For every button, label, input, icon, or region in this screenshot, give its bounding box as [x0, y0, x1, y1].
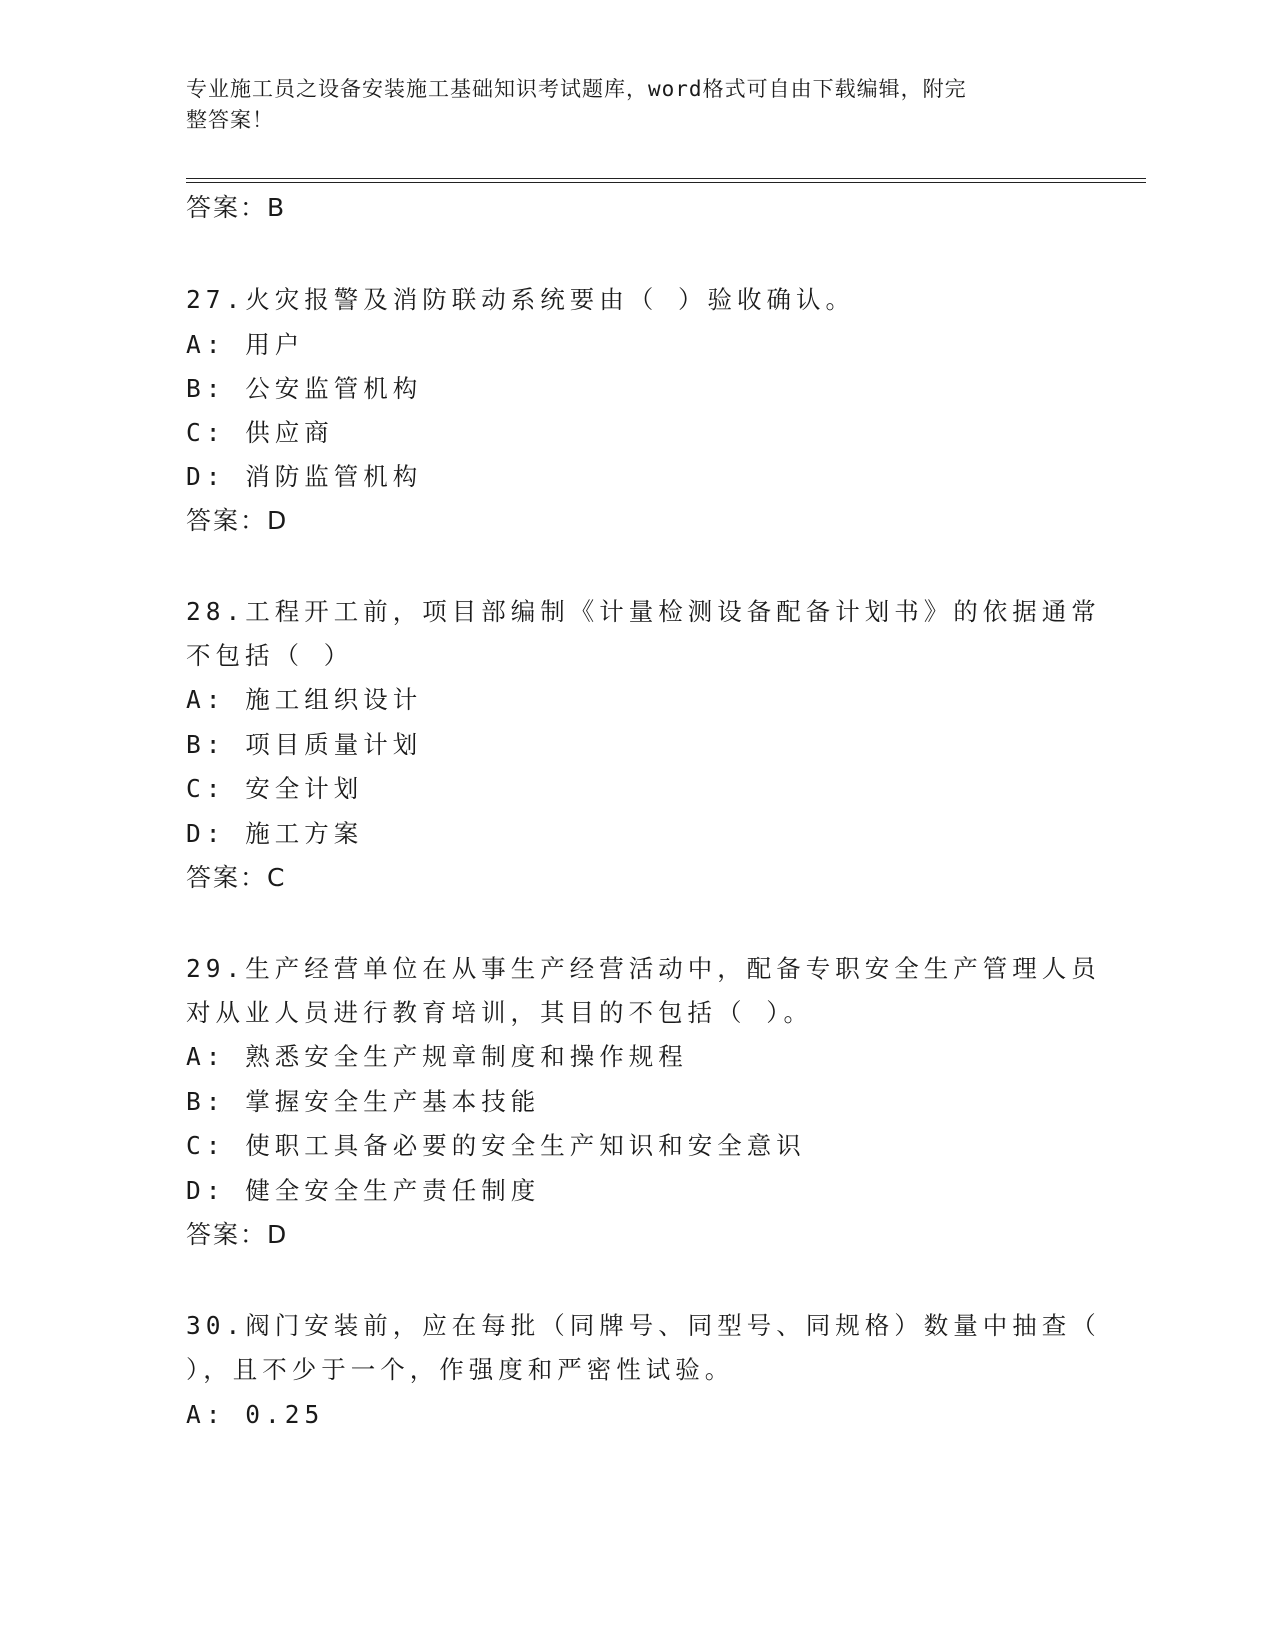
header-divider-top [186, 178, 1146, 179]
question-28-option-c: C: 安全计划 [186, 774, 364, 803]
answer-27: 答案：D [186, 506, 289, 535]
header-divider-bottom [186, 182, 1146, 183]
answer-28: 答案：C [186, 863, 287, 892]
question-30-option-a: A: 0.25 [186, 1400, 325, 1429]
header-line-1: 专业施工员之设备安装施工基础知识考试题库，word格式可自由下载编辑，附完 [186, 77, 967, 101]
question-27-option-d: D: 消防监管机构 [186, 462, 423, 491]
question-29-option-d: D: 健全安全生产责任制度 [186, 1176, 541, 1205]
question-28-option-b: B: 项目质量计划 [186, 730, 423, 759]
question-29-option-c: C: 使职工具备必要的安全生产知识和安全意识 [186, 1131, 806, 1160]
question-27-option-a: A: 用户 [186, 330, 305, 359]
question-28-stem-line-1: 28.工程开工前，项目部编制《计量检测设备配备计划书》的依据通常 [186, 597, 1101, 626]
answer-26: 答案：B [186, 193, 287, 222]
question-30-stem-line-1: 30.阀门安装前，应在每批（同牌号、同型号、同规格）数量中抽查（ [186, 1311, 1101, 1340]
question-29-stem-line-2: 对从业人员进行教育培训，其目的不包括（ ）。 [186, 998, 813, 1027]
question-27-option-b: B: 公安监管机构 [186, 374, 423, 403]
document-header [186, 74, 1066, 136]
question-27-option-c: C: 供应商 [186, 418, 334, 447]
question-30-stem-line-2: ），且不少于一个，作强度和严密性试验。 [186, 1355, 735, 1384]
question-28-stem-line-2: 不包括（ ） [186, 641, 354, 670]
question-28-option-a: A: 施工组织设计 [186, 685, 423, 714]
header-line-2: 整答案！ [186, 108, 274, 132]
question-27-stem: 27.火灾报警及消防联动系统要由（ ）验收确认。 [186, 285, 855, 314]
answer-29: 答案：D [186, 1220, 289, 1249]
question-29-stem-line-1: 29.生产经营单位在从事生产经营活动中，配备专职安全生产管理人员 [186, 954, 1101, 983]
question-29-option-a: A: 熟悉安全生产规章制度和操作规程 [186, 1042, 688, 1071]
question-28-option-d: D: 施工方案 [186, 819, 364, 848]
question-29-option-b: B: 掌握安全生产基本技能 [186, 1087, 541, 1116]
